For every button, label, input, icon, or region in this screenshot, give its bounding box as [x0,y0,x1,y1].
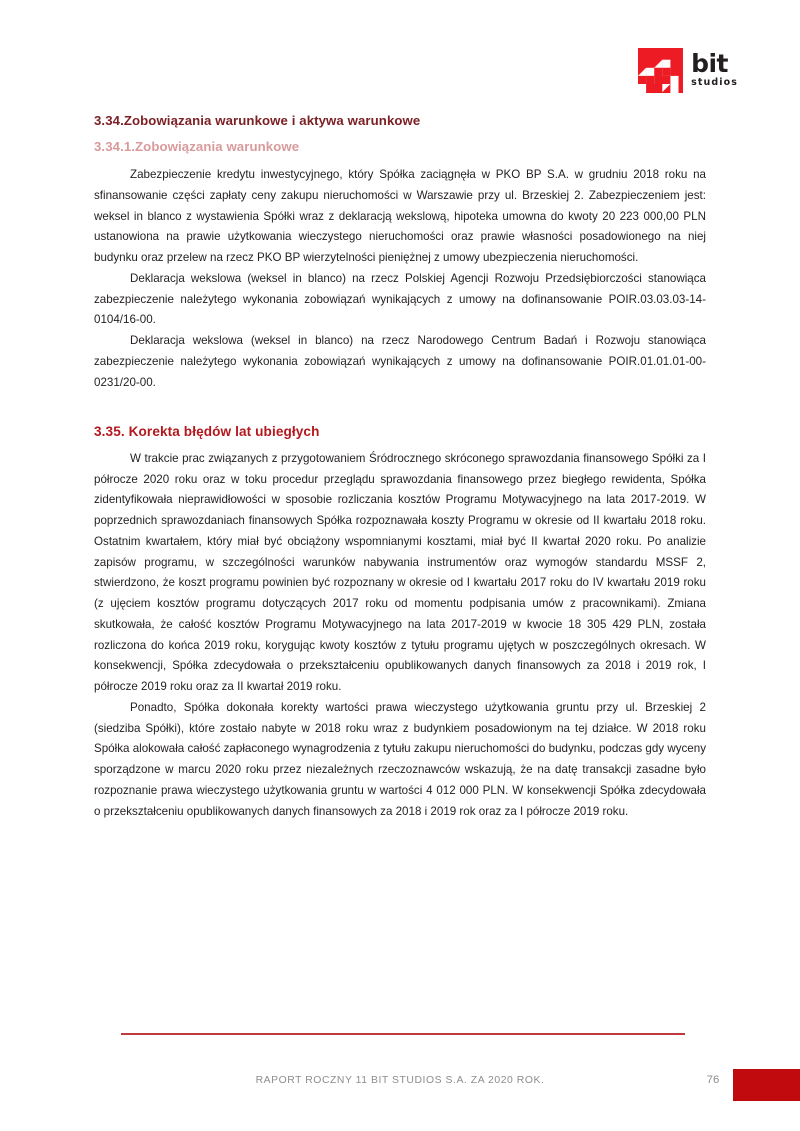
heading-3-34: 3.34.Zobowiązania warunkowe i aktywa warunkowe [94,113,421,128]
paragraph-perpetual-usufruct-correction: Ponadto, Spółka dokonała korekty wartości prawa wieczystego użytkowania gruntu przy ul. Brzeskiej 2 (siedziba Spółki), które zostało nabyte w 2018 roku wraz z budynkiem posadowionym na tej działce. W 2018 roku Spółka alokowała całość zapłaconego wynagrodzenia z tytułu zakupu nieruchomości do budynku, podczas gdy wyceny sporządzone w marcu 2020 roku przez niezależnych rzeczoznawców wskazują, że na datę transakcji zasadne było rozpoznanie prawa wieczystego użytkowania gruntu w wartości 4 012 000 PLN. W konsekwencji Spółka zdecydowała o przekształceniu opublikowanych danych finansowych za 2018 i 2019 rok oraz za I półrocze 2019 roku. [94,700,706,818]
paragraph-contingent-liabilities-loan: Zabezpieczenie kredytu inwestycyjnego, który Spółka zaciągnęła w PKO BP S.A. w grudniu 2018 roku na sfinansowanie części zapłaty ceny zakupu nieruchomości w Warszawie przy ul. Brzeskiej 2. Zabezpieczeniem jest: weksel in blanco z wystawienia Spółki wraz z deklaracją wekslową, hipoteka umowna do kwoty 20 223 000,00 PLN ustanowiona na prawie użytkowania wieczystego nieruchomości oraz prawie własności posadowionego na niej budynku oraz przelew na rzecz PKO BP wierzytelności pieniężnej z umowy ubezpieczenia nieruchomości. [94,168,706,264]
paragraph-promissory-note-parp: Deklaracja wekslowa (weksel in blanco) na rzecz Polskiej Agencji Rozwoju Przedsiębiorczości stanowiąca zabezpieczenie należytego wykonania zobowiązań wynikających z umowy na dofinansowanie POIR.03.03.03-14-0104/16-00. [94,271,706,327]
logo-word-studios: studios [691,77,738,89]
logo-wordmark [691,49,738,89]
heading-3-35: 3.35. Korekta błędów lat ubiegłych [94,424,320,440]
paragraph-prior-period-errors-program: W trakcie prac związanych z przygotowaniem Śródrocznego skróconego sprawozdania finansowego Spółki za I półrocze 2020 roku oraz w toku procedur przeglądu sprawozdania finansowego przez biegłego rewidenta, Spółka zidentyfikowała nieprawidłowości w sposobie rozliczania kosztów Programu Motywacyjnego na lata 2017-2019. W poprzednich sprawozdaniach finansowych Spółka rozpoznawała koszty Programu w okresie od II kwartału 2018 roku. Ostatnim kwartałem, który miał być obciążony wspomnianymi kosztami, miał być II kwartał 2020 roku. Po analizie zapisów programu, w szczególności warunków nabywania instrumentów oraz wymogów standardu MSSF 2, stwierdzono, że koszt programu powinien być rozpoznany w okresie od I kwartału 2017 roku do IV kwartału 2019 roku (z ujęciem kosztów programu dotyczących 2017 roku od momentu podpisania umów z pracownikami). Zmiana skutkowała, że całość kosztów Programu Motywacyjnego na lata 2017-2019 w kwocie 18 305 429 PLN, została rozliczona do końca 2019 roku, korygując kwoty kosztów z tytułu programu ujętych w poszczególnych okresach. W konsekwencji, Spółka zdecydowała o przekształceniu opublikowanych danych finansowych za 2018 i 2019 rok, I półrocze 2019 roku oraz za II kwartał 2019 roku. [94,451,706,694]
footer-caption: RAPORT ROCZNY 11 BIT STUDIOS S.A. ZA 2020 ROK. [255,1075,545,1086]
page-footer [0,1011,800,1131]
footer-accent-block [733,1069,800,1101]
page-content [94,113,706,822]
footer-divider [121,1033,685,1035]
logo-word-bit: bit [691,49,729,79]
heading-3-34-1: 3.34.1.Zobowiązania warunkowe [94,138,300,154]
11-bit-logo-mark-icon [638,48,683,93]
section-spacer [94,393,706,423]
page-number: 76 [706,1074,720,1086]
paragraph-promissory-note-ncbr: Deklaracja wekslowa (weksel in blanco) na rzecz Narodowego Centrum Badań i Rozwoju stanowiąca zabezpieczenie należytego wykonania zobowiązań wynikających z umowy na dofinansowanie POIR.01.01.01-00-0231/20-00. [94,334,706,389]
page-header [638,48,738,93]
